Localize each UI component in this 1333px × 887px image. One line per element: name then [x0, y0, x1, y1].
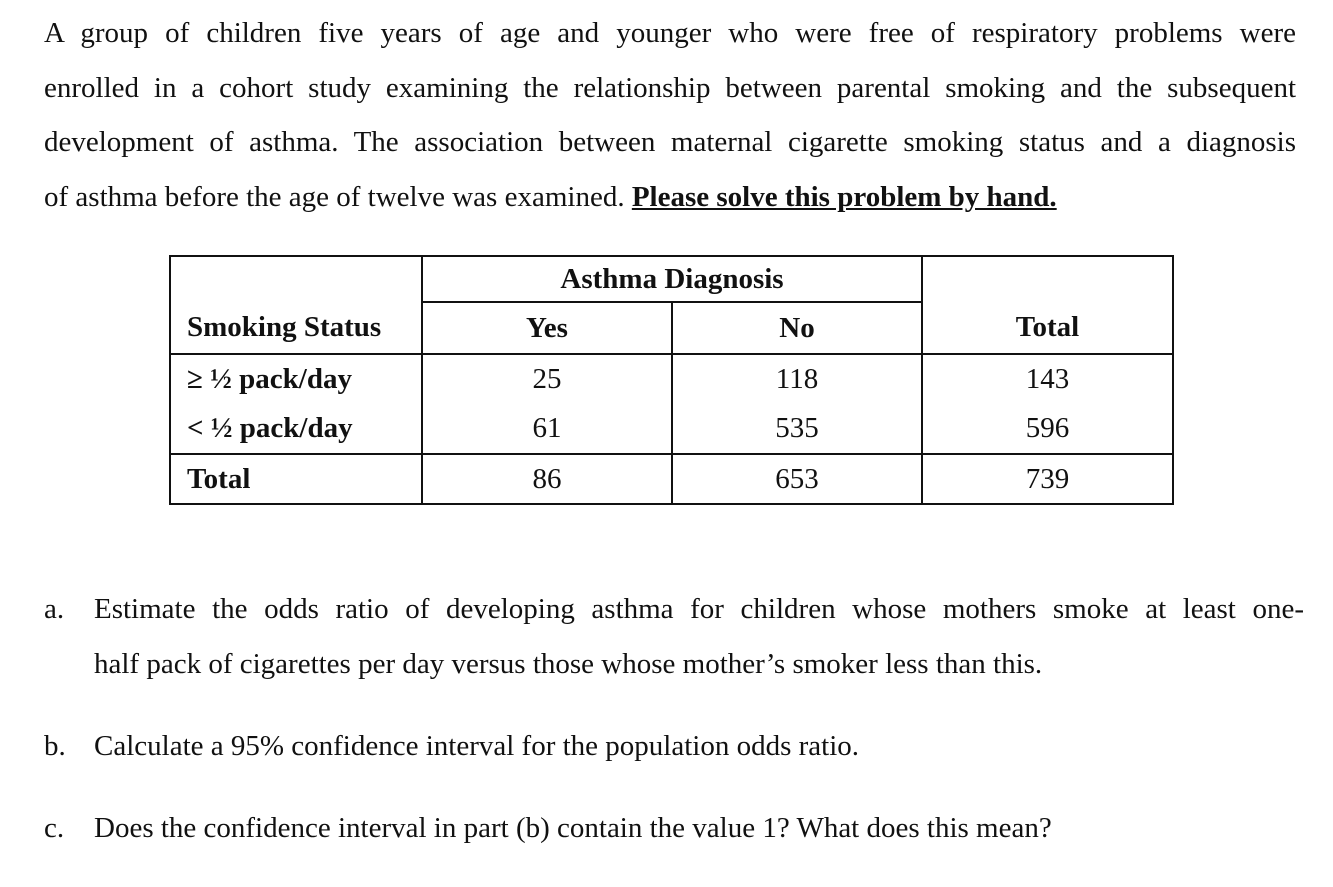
- intro-line-1: A group of children five years of age and younger who were free of respiratory problems were: [44, 17, 1296, 49]
- asthma-diagnosis-header: Asthma Diagnosis: [422, 256, 922, 302]
- table-row: [170, 404, 1173, 454]
- total-no: 653: [672, 454, 922, 504]
- table-header-row: [170, 302, 1173, 354]
- row-yes: 61: [422, 404, 672, 454]
- table-group-header-row: [170, 256, 1173, 302]
- question-text-line: half pack of cigarettes per day versus those whose mother’s smoker less than this.: [94, 648, 1043, 680]
- question-letter: c.: [44, 812, 65, 844]
- row-status: ≥ ½ pack/day: [170, 354, 422, 404]
- question-c: [44, 801, 1304, 856]
- row-yes: 25: [422, 354, 672, 404]
- question-letter: b.: [44, 730, 66, 762]
- row-status: < ½ pack/day: [170, 404, 422, 454]
- row-total: 143: [922, 354, 1173, 404]
- row-no: 535: [672, 404, 922, 454]
- total-header: Total: [922, 302, 1173, 354]
- question-a: [44, 582, 1304, 692]
- total-row-label: Total: [170, 454, 422, 504]
- question-letter: a.: [44, 593, 65, 625]
- table-total-row: [170, 454, 1173, 504]
- problem-statement: [44, 6, 1296, 224]
- row-no: 118: [672, 354, 922, 404]
- total-yes: 86: [422, 454, 672, 504]
- row-total: 596: [922, 404, 1173, 454]
- no-header: No: [672, 302, 922, 354]
- yes-header: Yes: [422, 302, 672, 354]
- empty-header-cell: [170, 256, 422, 302]
- grand-total: 739: [922, 454, 1173, 504]
- empty-header-cell: [922, 256, 1173, 302]
- intro-line-4-text: of asthma before the age of twelve was examined.: [44, 180, 632, 213]
- intro-line-2: enrolled in a cohort study examining the relationship between parental smoking and the subsequent: [44, 71, 1296, 104]
- question-text-line: Does the confidence interval in part (b) contain the value 1? What does this mean?: [94, 812, 1052, 844]
- contingency-table: [169, 255, 1174, 505]
- question-b: [44, 719, 1304, 774]
- intro-line-4: [44, 170, 1296, 225]
- instruction-emphasis: Please solve this problem by hand.: [631, 180, 1057, 213]
- question-list: [44, 582, 1304, 856]
- question-text-line: Calculate a 95% confidence interval for the population odds ratio.: [94, 730, 860, 762]
- table-row: [170, 354, 1173, 404]
- intro-line-3: development of asthma. The association between maternal cigarette smoking status and a diagnosis: [44, 126, 1296, 158]
- smoking-status-header: Smoking Status: [170, 302, 422, 354]
- question-text-line: Estimate the odds ratio of developing asthma for children whose mothers smoke at least one-: [94, 593, 1304, 625]
